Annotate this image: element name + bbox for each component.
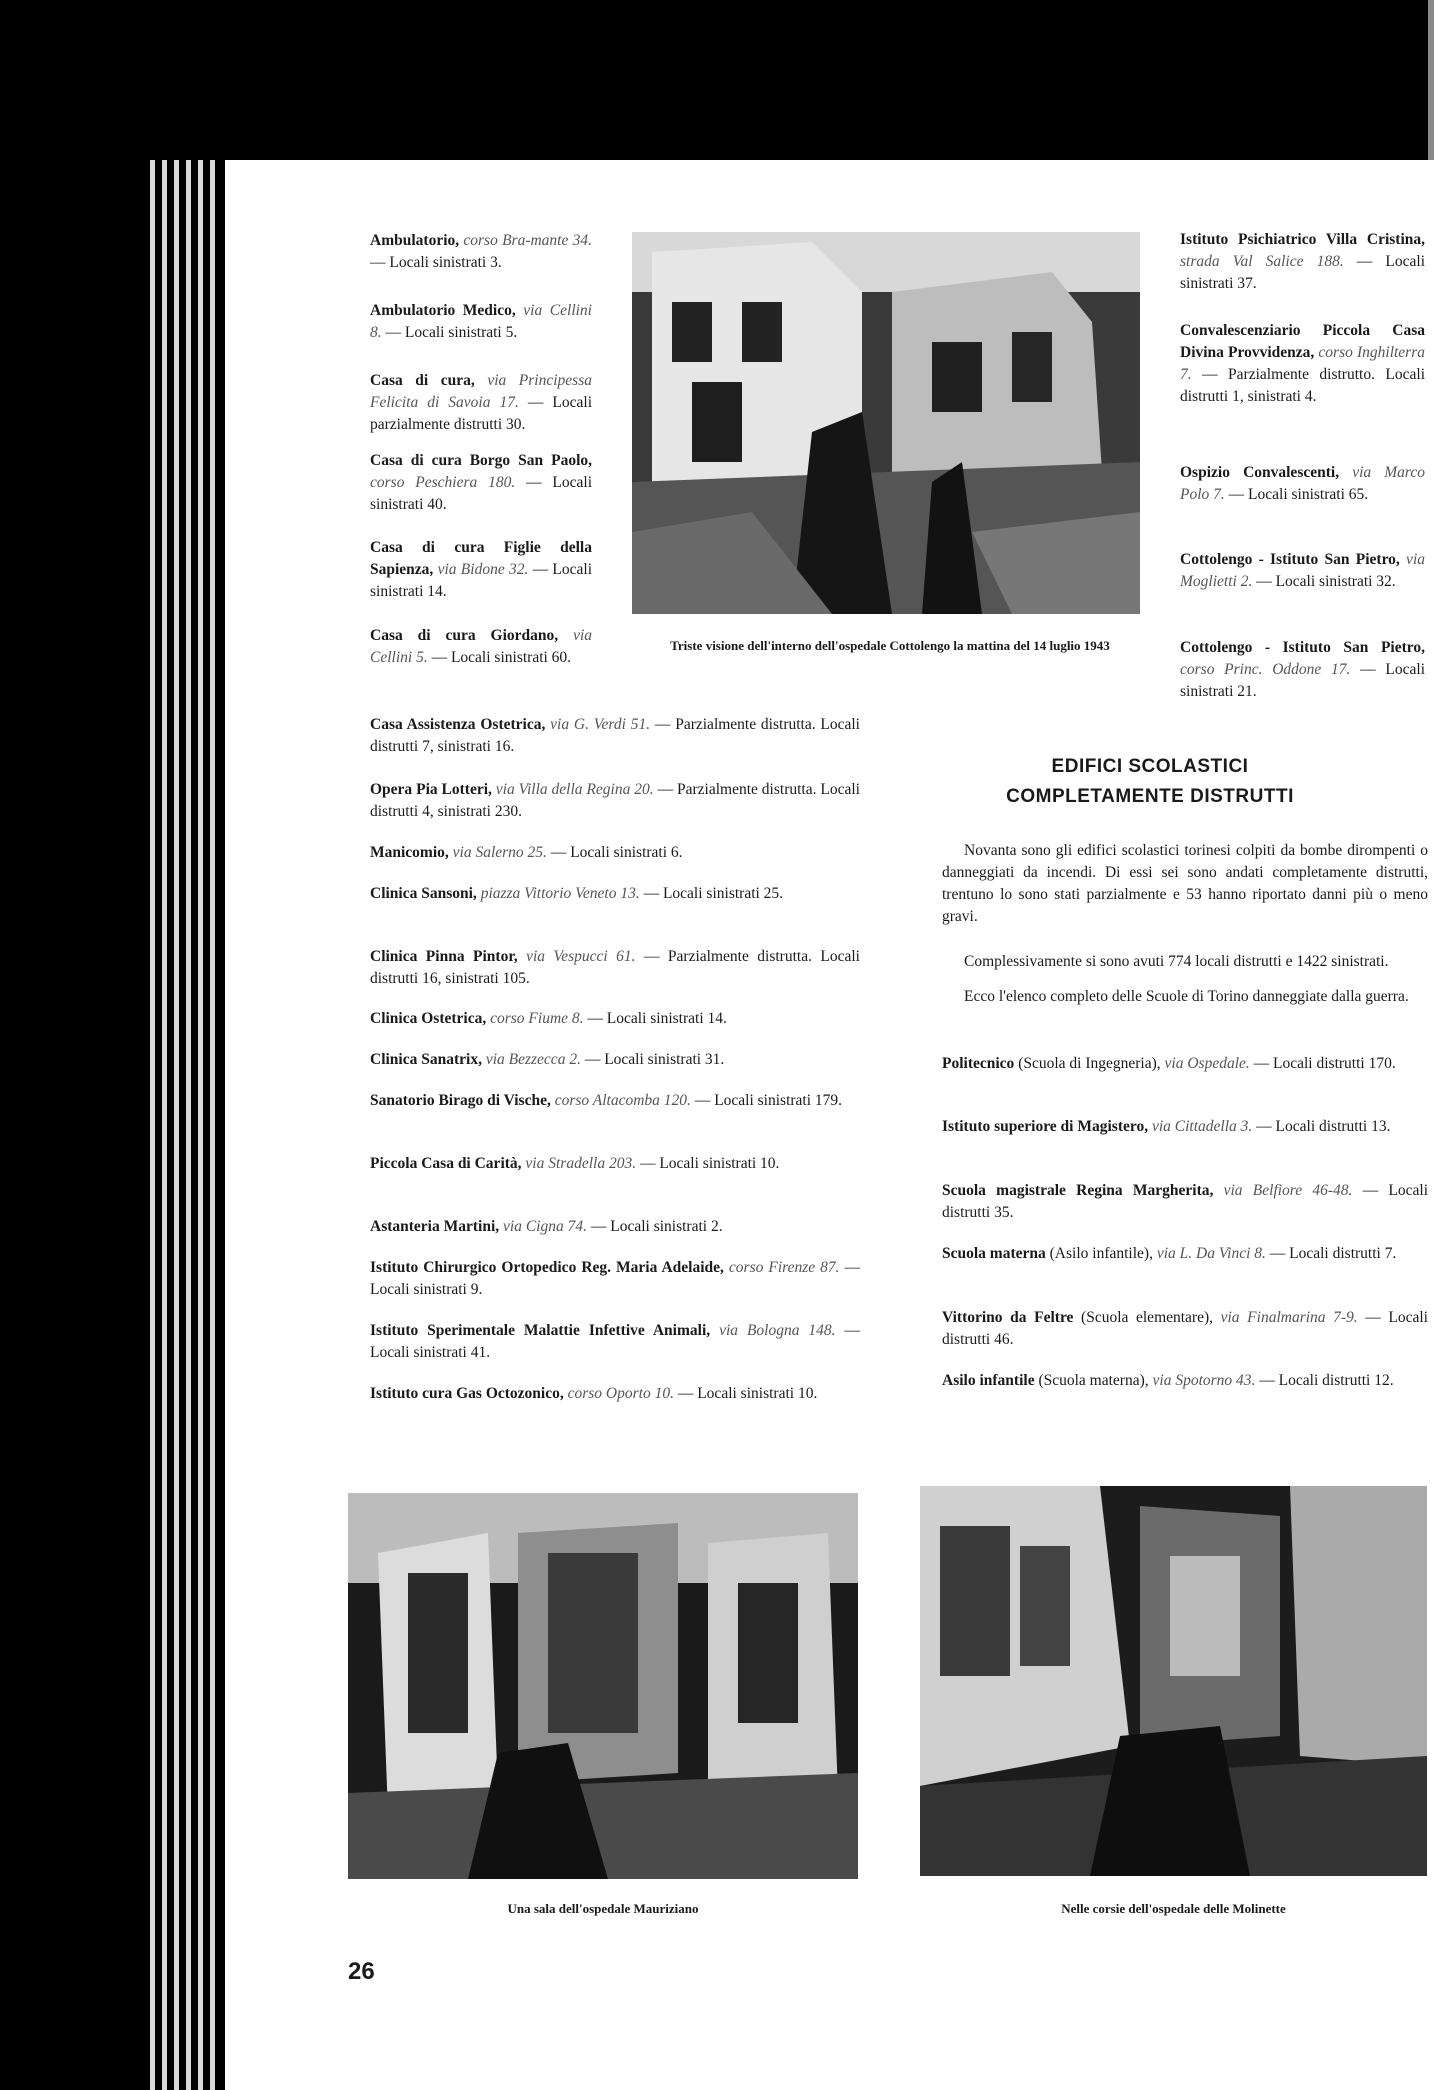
wide-column-entry [370,1049,860,1071]
left-column-entry-address: via Bidone 32. [433,561,533,578]
wide-column-entry [370,779,860,823]
photo-mauriziano [348,1493,858,1879]
wide-column-entry-address: via Bezzecca 2. [481,1051,585,1068]
school-entry [942,1180,1428,1224]
wide-column-entry-name: Piccola Casa di Carità, [370,1155,522,1172]
wide-column-entry-address: corso Fiume 8. [486,1010,588,1027]
wide-column-entry [370,1008,860,1030]
school-entry-note: (Scuola materna), [1034,1372,1149,1389]
right-column-entry-details: — Locali sinistrati 21. [1180,661,1426,700]
left-column-entry [370,537,592,603]
wide-column-entry-name: Casa Assistenza Ostetrica, [370,716,546,733]
wide-column-entry [370,946,860,990]
left-column-entry-details: — Locali sinistrati 5. [385,324,518,341]
photo-cottolengo-interior [632,232,1140,614]
left-column-entry-address: corso Peschiera 180. [370,474,527,491]
right-column-entry-address: corso Princ. Oddone 17. [1180,661,1361,678]
left-column-entry-name: Ambulatorio, [370,232,460,249]
wide-column-entry-details: — Locali sinistrati 9. [370,1259,860,1298]
school-entry-details: — Locali distrutti 12. [1259,1372,1394,1389]
school-entry-note: (Asilo infantile), [1045,1245,1153,1262]
school-entry-note: (Scuola di Ingegneria), [1014,1055,1161,1072]
wide-column-entry [370,1216,860,1238]
wide-column-entry-address: via Stradella 203. [521,1155,640,1172]
wide-column-entry-address: via Cigna 74. [499,1218,591,1235]
photo-molinette [920,1486,1427,1876]
school-entry-name: Vittorino da Feltre [942,1309,1074,1326]
wide-column-entry-name: Istituto cura Gas Octozonico, [370,1385,564,1402]
school-entry-address: via Finalmarina 7-9. [1213,1309,1366,1326]
right-column-entry-name: Cottolengo - Istituto San Pietro, [1180,639,1425,656]
right-column-entry-name: Cottolengo - Istituto San Pietro, [1180,551,1400,568]
school-entry-details: — Locali distrutti 46. [942,1309,1428,1348]
top-photo-caption: Triste visione dell'interno dell'ospedale Cottolengo la mattina del 14 luglio 1943 [670,638,1110,653]
left-column-entry-details: — Locali sinistrati 14. [370,561,593,600]
wide-column-entry-details: — Locali sinistrati 2. [590,1218,723,1235]
left-column-entry-details: — Locali sinistrati 3. [370,254,502,271]
wide-column-entry [370,1153,860,1175]
photo-molinette-svg [920,1486,1427,1876]
right-column-entry-details: — Locali sinistrati 65. [1228,486,1369,503]
wide-column-entry-address: via Villa della Regina 20. [491,781,658,798]
school-intro-paragraph: Complessivamente si sono avuti 774 locali distrutti e 1422 sinistrati. [964,953,1389,970]
school-entry-note: (Scuola elementare), [1073,1309,1214,1326]
right-column-entry [1180,549,1425,593]
school-entry-name: Scuola materna [942,1245,1046,1262]
school-intro-paragraph: Ecco l'elenco completo delle Scuole di Torino danneggiate dalla guerra. [964,988,1409,1005]
left-column-entry-name: Casa di cura Giordano, [370,627,559,644]
wide-column-entry-name: Opera Pia Lotteri, [370,781,492,798]
wide-column-entry-address: via Salerno 25. [448,844,551,861]
wide-column-entry-details: — Locali sinistrati 10. [677,1385,818,1402]
wide-column-entry-address: via Bologna 148. [710,1322,845,1339]
school-entry [942,1116,1428,1138]
bottom-right-caption: Nelle corsie dell'ospedale delle Molinette [1061,1901,1286,1916]
school-entry [942,1053,1428,1075]
right-column-entry-address: corso Inghilterra 7. [1180,344,1425,383]
left-column-entry-details: — Locali sinistrati 60. [431,649,572,666]
bottom-left-caption: Una sala dell'ospedale Mauriziano [507,1901,699,1916]
right-column-entry-details: — Locali sinistrati 32. [1256,573,1396,590]
school-entry-details: — Locali distrutti 170. [1253,1055,1396,1072]
wide-column-entry-name: Clinica Ostetrica, [370,1010,487,1027]
right-column-entry [1180,637,1425,703]
left-column-entry-name: Ambulatorio Medico, [370,302,516,319]
wide-column-entry [370,1090,860,1112]
wide-column-entry-address: piazza Vittorio Veneto 13. [476,885,644,902]
left-column-entry-name: Casa di cura Borgo San Paolo, [370,452,592,469]
school-entry-name: Asilo infantile [942,1372,1035,1389]
left-column-entry [370,450,592,516]
school-entry-address: via L. Da Vinci 8. [1152,1245,1270,1262]
school-intro-paragraph: Novanta sono gli edifici scolastici torinesi colpiti da bombe dirompenti o danneggiati da incendi. Di essi sei sono andati completamente distrutti, trentuno lo sono stati parzialmente e 53 hanno riportato danni più o meno gravi. [942,842,1428,925]
wide-column-entry-details: — Locali sinistrati 25. [643,885,784,902]
wide-column-entry-details: — Parzialmente distrutta. Locali distrutti 4, sinistrati 230. [370,781,860,820]
section-heading [945,752,1355,812]
wide-column-entry [370,883,860,905]
wide-column-entry-details: — Locali sinistrati 41. [370,1322,860,1361]
school-entry-details: — Locali distrutti 7. [1269,1245,1397,1262]
school-entry-details: — Locali distrutti 13. [1256,1118,1391,1135]
wide-column-entry-address: corso Altacomba 120. [550,1092,695,1109]
wide-column-entry-details: — Locali sinistrati 179. [694,1092,843,1109]
wide-column-entry-address: corso Firenze 87. [723,1259,845,1276]
school-entry-name: Istituto superiore di Magistero, [942,1118,1149,1135]
left-column-entry [370,300,592,344]
right-column-entry [1180,320,1425,408]
scan-top-border [0,0,1434,160]
right-column-entry-address: via Marco Polo 7. [1180,464,1425,503]
wide-column-entry-name: Manicomio, [370,844,449,861]
wide-column-entry [370,1320,860,1364]
left-column-entry-details: — Locali sinistrati 40. [370,474,593,513]
wide-column-entry-details: — Locali sinistrati 10. [639,1155,780,1172]
school-entry-name: Scuola magistrale Regina Margherita, [942,1182,1214,1199]
wide-column-entry-name: Clinica Sansoni, [370,885,477,902]
left-column-entry-address: corso Bra-mante 34. [459,232,592,249]
left-column-entry-details: — Locali parzialmente distrutti 30. [370,394,592,433]
wide-column-entry-name: Clinica Sanatrix, [370,1051,482,1068]
wide-column-entry [370,1257,860,1301]
wide-column-entry-details: — Parzialmente distrutta. Locali distrutti 16, sinistrati 105. [370,948,860,987]
right-column-entry-address: via Moglietti 2. [1180,551,1425,590]
wide-column-entry-name: Istituto Chirurgico Ortopedico Reg. Maria Adelaide, [370,1259,724,1276]
wide-column-entry [370,714,860,758]
right-column-entry-name: Istituto Psichiatrico Villa Cristina, [1180,231,1425,248]
left-column-entry-name: Casa di cura, [370,372,475,389]
wide-column-entry-address: corso Oporto 10. [563,1385,678,1402]
school-entry-address: via Ospedale. [1160,1055,1254,1072]
wide-column-entry-details: — Locali sinistrati 31. [584,1051,725,1068]
school-entry-name: Politecnico [942,1055,1015,1072]
wide-column-entry-name: Astanteria Martini, [370,1218,500,1235]
right-column-entry-address: strada Val Salice 188. [1180,253,1357,270]
wide-column-entry-details: — Locali sinistrati 14. [587,1010,727,1027]
school-entry [942,1243,1428,1265]
right-column-entry [1180,229,1425,295]
school-entry-address: via Spotorno 43. [1148,1372,1260,1389]
wide-column-entry [370,842,860,864]
wide-column-entry-details: — Locali sinistrati 6. [550,844,683,861]
left-column-entry-address: via Principessa Felicita di Savoia 17. [370,372,592,411]
section-heading-line1: EDIFICI SCOLASTICI [1051,756,1249,777]
photo-cottolengo-svg [632,232,1140,614]
wide-column-entry-name: Clinica Pinna Pintor, [370,948,518,965]
left-column-entry-name: Casa di cura Figlie della Sapienza, [370,539,592,578]
left-column-entry [370,230,592,274]
school-entry [942,1307,1428,1351]
wide-column-entry-address: via Vespucci 61. [517,948,644,965]
wide-column-entry-name: Sanatorio Birago di Vische, [370,1092,551,1109]
wide-column-entry [370,1383,860,1405]
school-entry-details: — Locali distrutti 35. [942,1182,1429,1221]
wide-column-entry-name: Istituto Sperimentale Malattie Infettive Animali, [370,1322,711,1339]
right-column-entry-details: — Parzialmente distrutto. Locali distrutti 1, sinistrati 4. [1180,366,1426,405]
school-entry-address: via Belfiore 46-48. [1213,1182,1363,1199]
scan-page-stack-edge [0,160,225,2090]
left-column-entry [370,625,592,669]
page-number: 26 [348,1958,375,1985]
right-column-entry-name: Ospizio Convalescenti, [1180,464,1340,481]
right-column-entry-details: — Locali sinistrati 37. [1180,253,1425,292]
section-heading-line2: COMPLETAMENTE DISTRUTTI [1006,786,1294,807]
right-column-entry [1180,462,1425,506]
wide-column-entry-address: via G. Verdi 51. [545,716,655,733]
left-column-entry-address: via Cellini 8. [370,302,592,341]
photo-mauriziano-svg [348,1493,858,1879]
left-column-entry [370,370,592,436]
wide-column-entry-details: — Parzialmente distrutta. Locali distrutti 7, sinistrati 16. [370,716,860,755]
right-column-entry-name: Convalescenziario Piccola Casa Divina Provvidenza, [1180,322,1425,361]
left-column-entry-address: via Cellini 5. [370,627,593,666]
school-entry-address: via Cittadella 3. [1148,1118,1257,1135]
school-entry [942,1370,1428,1392]
